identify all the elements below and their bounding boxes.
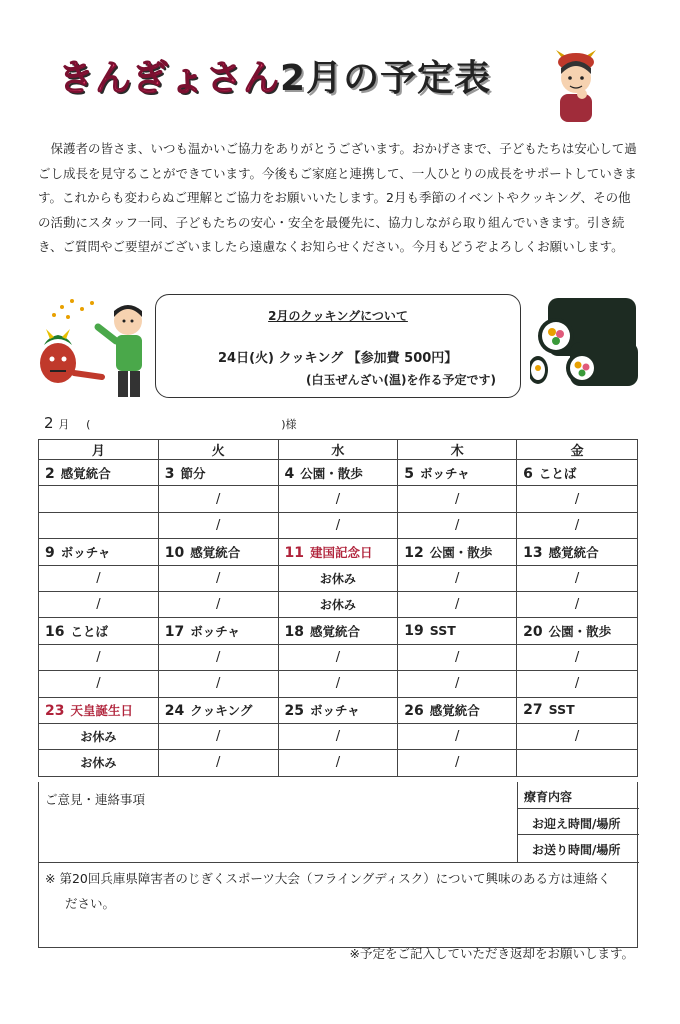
time-cell[interactable]: / <box>278 671 398 697</box>
week1-dropoff-row <box>39 512 638 538</box>
care-info-box <box>517 782 639 862</box>
header-mon: 月 <box>39 440 159 460</box>
time-cell[interactable]: / <box>158 591 278 617</box>
time-cell[interactable] <box>39 486 159 512</box>
day-cell[interactable]: 18 感覚統合 <box>278 618 398 644</box>
closed-cell: お休み <box>39 750 159 776</box>
notice-line-2: ださい。 <box>65 896 116 911</box>
time-cell[interactable] <box>39 512 159 538</box>
week4-dropoff-row <box>39 750 638 776</box>
time-cell[interactable]: / <box>398 750 517 776</box>
time-cell[interactable]: / <box>158 723 278 749</box>
closed-cell: お休み <box>39 723 159 749</box>
time-cell[interactable]: / <box>158 512 278 538</box>
day-cell[interactable]: 6 ことば <box>517 460 638 486</box>
week1-pickup-row <box>39 486 638 512</box>
month-number: 2 <box>44 414 54 432</box>
cooking-info-box <box>155 294 521 398</box>
day-cell[interactable]: 3 節分 <box>158 460 278 486</box>
time-cell[interactable]: / <box>278 486 398 512</box>
setsubun-illustration <box>32 293 150 403</box>
day-cell[interactable]: 20 公園・散歩 <box>517 618 638 644</box>
cooking-title: 2月のクッキングについて <box>268 309 408 323</box>
cooking-menu: (白玉ぜんざい(温)を作る予定です) <box>306 373 496 387</box>
time-cell[interactable]: / <box>517 565 638 591</box>
time-cell[interactable]: / <box>278 644 398 670</box>
time-cell[interactable]: / <box>398 591 517 617</box>
week3-pickup-row <box>39 644 638 670</box>
day-cell[interactable]: 17 ボッチャ <box>158 618 278 644</box>
ehomaki-illustration <box>530 292 640 396</box>
time-cell[interactable]: / <box>398 723 517 749</box>
closed-cell: お休み <box>278 591 398 617</box>
day-cell[interactable]: 12 公園・散歩 <box>398 539 517 565</box>
time-cell[interactable]: / <box>158 486 278 512</box>
day-cell[interactable]: 13 感覚統合 <box>517 539 638 565</box>
day-cell[interactable]: 19 SST <box>398 618 517 644</box>
oni-child-illustration <box>548 48 604 124</box>
sports-event-notice <box>39 862 639 948</box>
week1-day-row <box>39 460 638 486</box>
notes-label: ご意見・連絡事項 <box>45 792 146 807</box>
time-cell[interactable] <box>517 750 638 776</box>
week3-dropoff-row <box>39 671 638 697</box>
page-title <box>58 50 528 110</box>
calendar-header-row <box>39 440 638 460</box>
time-cell[interactable]: / <box>278 512 398 538</box>
time-cell[interactable]: / <box>158 671 278 697</box>
time-cell[interactable]: / <box>517 512 638 538</box>
day-cell[interactable]: 25 ボッチャ <box>278 697 398 723</box>
month-unit: 月 <box>58 418 70 431</box>
intro-paragraph: 保護者の皆さま、いつも温かいご協力をありがとうございます。おかげさまで、子どもたちは安心して過ごし成長を見守ることができています。今後もご家庭と連携して、一人ひとりの成長をサポートしていきます。これからも変わらぬご理解とご協力をお願いいたします。2月も季節のイベントやクッキング、その他の活動にスタッフ一同、子どもたちの安心・安全を最優先に、協力しながら取り組んでいきます。引き続き、ご質問やご要望がございましたら遠慮なくお知らせください。今月もどうぞよろしくお願いします。 <box>38 141 637 254</box>
time-cell[interactable]: / <box>517 591 638 617</box>
header-wed: 水 <box>278 440 398 460</box>
time-cell[interactable]: / <box>517 671 638 697</box>
holiday-cell[interactable]: 23 天皇誕生日 <box>39 697 159 723</box>
pickup-time-label: お迎え時間/場所 <box>518 809 639 836</box>
notes-section <box>38 782 638 948</box>
time-cell[interactable]: / <box>39 591 159 617</box>
time-cell[interactable]: / <box>39 644 159 670</box>
footer-note: ※予定をご記入していただき返却をお願いします。 <box>349 946 634 961</box>
name-open-paren: ( <box>86 418 91 431</box>
day-cell[interactable]: 26 感覚統合 <box>398 697 517 723</box>
time-cell[interactable]: / <box>39 671 159 697</box>
time-cell[interactable]: / <box>398 671 517 697</box>
title-red-part: きんぎょさん <box>58 58 281 99</box>
time-cell[interactable]: / <box>398 644 517 670</box>
time-cell[interactable]: / <box>39 565 159 591</box>
day-cell[interactable]: 10 感覚統合 <box>158 539 278 565</box>
week4-day-row <box>39 697 638 723</box>
header-tue: 火 <box>158 440 278 460</box>
week2-dropoff-row <box>39 591 638 617</box>
time-cell[interactable]: / <box>398 486 517 512</box>
day-cell[interactable]: 5 ボッチャ <box>398 460 517 486</box>
time-cell[interactable]: / <box>278 723 398 749</box>
header-fri: 金 <box>517 440 638 460</box>
day-cell[interactable]: 27 SST <box>517 697 638 723</box>
time-cell[interactable]: / <box>158 644 278 670</box>
week2-day-row <box>39 539 638 565</box>
week3-day-row <box>39 618 638 644</box>
calendar-table <box>38 439 638 777</box>
day-cell[interactable]: 16 ことば <box>39 618 159 644</box>
name-close-paren: )様 <box>281 418 297 431</box>
time-cell[interactable]: / <box>517 644 638 670</box>
title-black-part: 2月の予定表 <box>280 58 492 99</box>
week4-pickup-row <box>39 723 638 749</box>
dropoff-time-label: お送り時間/場所 <box>532 843 621 858</box>
time-cell[interactable]: / <box>278 750 398 776</box>
closed-cell: お休み <box>278 565 398 591</box>
header-thu: 木 <box>398 440 517 460</box>
time-cell[interactable]: / <box>158 750 278 776</box>
care-content-label: 療育内容 <box>518 782 639 809</box>
time-cell[interactable]: / <box>517 723 638 749</box>
time-cell[interactable]: / <box>158 565 278 591</box>
week2-pickup-row <box>39 565 638 591</box>
time-cell[interactable]: / <box>517 486 638 512</box>
time-cell[interactable]: / <box>398 565 517 591</box>
name-line <box>44 414 296 432</box>
cooking-detail: 24日(火) クッキング 【参加費 500円】 <box>218 351 458 366</box>
notice-line-1: ※ 第20回兵庫県障害者のじぎくスポーツ大会（フライングディスク）について興味のある方は連絡く <box>45 871 611 886</box>
day-cell[interactable]: 9 ボッチャ <box>39 539 159 565</box>
day-cell[interactable]: 24 クッキング <box>158 697 278 723</box>
holiday-cell[interactable]: 11 建国記念日 <box>278 539 398 565</box>
day-cell[interactable]: 2 感覚統合 <box>39 460 159 486</box>
time-cell[interactable]: / <box>398 512 517 538</box>
day-cell[interactable]: 4 公園・散歩 <box>278 460 398 486</box>
